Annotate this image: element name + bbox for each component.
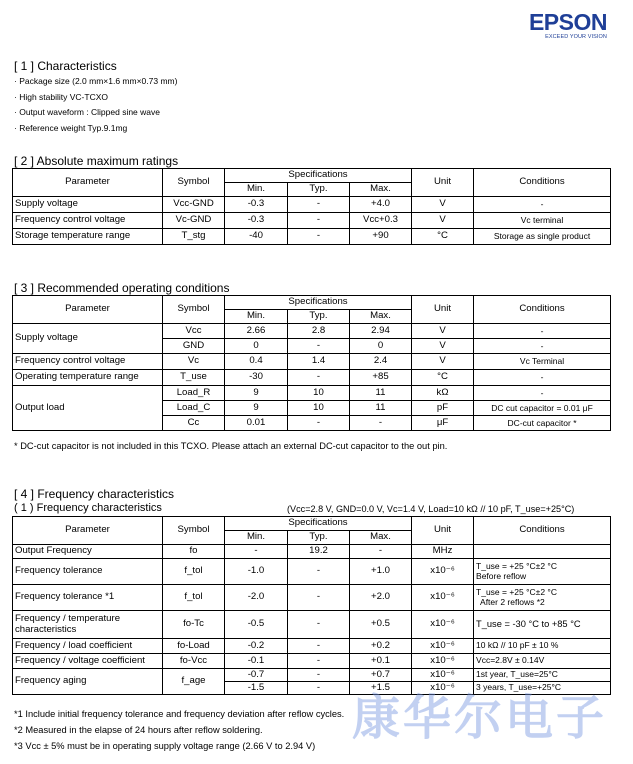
cell-param: Supply voltage xyxy=(13,324,163,354)
cell-typ: - xyxy=(288,669,350,682)
cell-param: Output Frequency xyxy=(13,545,163,559)
cell-symbol: Load_R xyxy=(163,386,225,401)
cell-symbol: f_tol xyxy=(163,559,225,585)
cell-cond xyxy=(474,639,611,654)
cell-unit: V xyxy=(412,339,474,354)
cell-cond xyxy=(474,585,611,611)
cell-typ: - xyxy=(288,197,350,213)
cell-param: Frequency control voltage xyxy=(13,213,163,229)
cell-param: Operating temperature range xyxy=(13,370,163,386)
cell-max: +2.0 xyxy=(350,585,412,611)
table-row xyxy=(13,354,611,370)
dc-cut-note: * DC-cut capacitor is not included in this TCXO. Please attach an external DC-cut capacitor to the out pin. xyxy=(14,441,448,451)
cell-typ: - xyxy=(288,654,350,669)
cell-min: -1.0 xyxy=(225,559,288,585)
table-row xyxy=(13,229,611,245)
bullet-item: · High stability VC-TCXO xyxy=(14,90,177,106)
table-row xyxy=(13,585,611,611)
cell-cond xyxy=(474,559,611,585)
cell-max: 0 xyxy=(350,339,412,354)
header-conditions: Conditions xyxy=(474,296,611,324)
cell-max: Vcc+0.3 xyxy=(350,213,412,229)
table-row xyxy=(13,654,611,669)
table-row xyxy=(13,611,611,639)
cell-symbol: Vcc xyxy=(163,324,225,339)
cell-max: +4.0 xyxy=(350,197,412,213)
cell-typ: - xyxy=(288,682,350,695)
cell-min: -30 xyxy=(225,370,288,386)
header-unit: Unit xyxy=(412,169,474,197)
header-min: Min. xyxy=(225,183,288,197)
header-symbol: Symbol xyxy=(163,517,225,545)
cell-symbol: f_age xyxy=(163,669,225,695)
frequency-characteristics-table xyxy=(12,516,611,695)
bullet-item: · Reference weight Typ.9.1mg xyxy=(14,121,177,137)
cell-max: +85 xyxy=(350,370,412,386)
cell-symbol: f_tol xyxy=(163,585,225,611)
cell-min: -1.5 xyxy=(225,682,288,695)
cell-min: -0.1 xyxy=(225,654,288,669)
cell-typ: 2.8 xyxy=(288,324,350,339)
header-max: Max. xyxy=(350,183,412,197)
cell-typ: 1.4 xyxy=(288,354,350,370)
header-parameter: Parameter xyxy=(13,517,163,545)
absolute-max-ratings-table xyxy=(12,168,611,245)
section-4-title: [ 4 ] Frequency characteristics xyxy=(14,487,175,501)
cell-unit: x10⁻⁶ xyxy=(412,611,474,639)
header-symbol: Symbol xyxy=(163,169,225,197)
cell-unit: kΩ xyxy=(412,386,474,401)
cell-min: -0.3 xyxy=(225,197,288,213)
characteristics-list xyxy=(14,74,177,136)
cell-symbol: Vc xyxy=(163,354,225,370)
cell-unit: x10⁻⁶ xyxy=(412,585,474,611)
table-row xyxy=(13,386,611,401)
cell-cond: - xyxy=(474,386,611,401)
cell-cond: - xyxy=(474,339,611,354)
cell-unit: x10⁻⁶ xyxy=(412,654,474,669)
logo-tagline: EXCEED YOUR VISION xyxy=(545,34,607,40)
section-2-title: [ 2 ] Absolute maximum ratings xyxy=(14,154,179,168)
table-row xyxy=(13,669,611,682)
cell-typ: 19.2 xyxy=(288,545,350,559)
cell-max: +0.7 xyxy=(350,669,412,682)
cell-min: - xyxy=(225,545,288,559)
cell-unit: x10⁻⁶ xyxy=(412,559,474,585)
cell-max: +90 xyxy=(350,229,412,245)
cell-typ: 10 xyxy=(288,401,350,416)
header-symbol: Symbol xyxy=(163,296,225,324)
cell-max: 2.94 xyxy=(350,324,412,339)
cell-symbol: GND xyxy=(163,339,225,354)
cell-cond: Storage as single product xyxy=(474,229,611,245)
cell-max: 2.4 xyxy=(350,354,412,370)
cell-min: 0.4 xyxy=(225,354,288,370)
cell-min: -0.3 xyxy=(225,213,288,229)
cell-param: Frequency / temperature characteristics xyxy=(13,611,163,639)
cell-min: 0 xyxy=(225,339,288,354)
cell-param: Frequency / voltage coefficient xyxy=(13,654,163,669)
cell-symbol: Load_C xyxy=(163,401,225,416)
table-row xyxy=(13,324,611,339)
cell-min: -0.5 xyxy=(225,611,288,639)
header-max: Max. xyxy=(350,531,412,545)
cell-unit: MHz xyxy=(412,545,474,559)
header-specifications: Specifications xyxy=(225,517,412,531)
cell-cond: - xyxy=(474,197,611,213)
watermark: 康华尔电子 xyxy=(352,690,608,746)
cell-cond xyxy=(474,545,611,559)
cell-symbol: Vcc-GND xyxy=(163,197,225,213)
cell-cond: Vc terminal xyxy=(474,213,611,229)
header-specifications: Specifications xyxy=(225,169,412,183)
cell-max: +0.5 xyxy=(350,611,412,639)
cell-cond: - xyxy=(474,324,611,339)
cell-unit: V xyxy=(412,213,474,229)
cell-typ: - xyxy=(288,370,350,386)
header-max: Max. xyxy=(350,310,412,324)
cell-max: +1.5 xyxy=(350,682,412,695)
logo-brand: EPSON xyxy=(528,9,607,35)
header-specifications: Specifications xyxy=(225,296,412,310)
cell-max: +0.1 xyxy=(350,654,412,669)
table-row xyxy=(13,197,611,213)
epson-logo xyxy=(529,10,607,41)
cell-cond: - xyxy=(474,370,611,386)
header-unit: Unit xyxy=(412,296,474,324)
cell-min: -40 xyxy=(225,229,288,245)
cell-param: Supply voltage xyxy=(13,197,163,213)
header-parameter: Parameter xyxy=(13,296,163,324)
cell-cond: Vc Terminal xyxy=(474,354,611,370)
header-conditions: Conditions xyxy=(474,517,611,545)
cell-typ: - xyxy=(288,416,350,431)
cell-min: 0.01 xyxy=(225,416,288,431)
recommended-conditions-table xyxy=(12,295,611,431)
table-row xyxy=(13,213,611,229)
cell-max: 11 xyxy=(350,401,412,416)
table-row xyxy=(13,370,611,386)
cell-param: Frequency aging xyxy=(13,669,163,695)
cell-cond: 1st year, T_use=25°C xyxy=(474,669,611,682)
header-min: Min. xyxy=(225,310,288,324)
cell-max: +0.2 xyxy=(350,639,412,654)
cell-unit: V xyxy=(412,197,474,213)
footnote-1: *1 Include initial frequency tolerance and frequency deviation after reflow cycles. xyxy=(14,709,345,719)
cell-unit: pF xyxy=(412,401,474,416)
cell-cond xyxy=(474,654,611,669)
bullet-item: · Output waveform : Clipped sine wave xyxy=(14,105,177,121)
cell-typ: - xyxy=(288,229,350,245)
cell-typ: - xyxy=(288,585,350,611)
cell-min: 2.66 xyxy=(225,324,288,339)
cell-min: 9 xyxy=(225,386,288,401)
cell-param: Frequency control voltage xyxy=(13,354,163,370)
table-row xyxy=(13,545,611,559)
cell-symbol: fo-Load xyxy=(163,639,225,654)
cond-line-2: Before reflow xyxy=(476,570,527,581)
cell-unit: V xyxy=(412,324,474,339)
table-row xyxy=(13,559,611,585)
cell-symbol: T_stg xyxy=(163,229,225,245)
cond-line-1: 10 kΩ // 10 pF ± 10 % xyxy=(476,640,559,651)
cell-unit: °C xyxy=(412,229,474,245)
footnote-3: *3 Vcc ± 5% must be in operating supply voltage range (2.66 V to 2.94 V) xyxy=(14,741,316,751)
header-parameter: Parameter xyxy=(13,169,163,197)
cell-param: Frequency / load coefficient xyxy=(13,639,163,654)
cell-cond: DC-cut capacitor * xyxy=(474,416,611,431)
cell-min: 9 xyxy=(225,401,288,416)
bullet-item: · Package size (2.0 mm×1.6 mm×0.73 mm) xyxy=(14,74,177,90)
section-1-title: [ 1 ] Characteristics xyxy=(14,59,117,73)
cell-max: +1.0 xyxy=(350,559,412,585)
section-3-title: [ 3 ] Recommended operating conditions xyxy=(14,281,230,295)
header-unit: Unit xyxy=(412,517,474,545)
cell-cond: DC cut capacitor = 0.01 μF xyxy=(474,401,611,416)
cell-symbol: T_use xyxy=(163,370,225,386)
header-typ: Typ. xyxy=(288,531,350,545)
cond-line-1: T_use = +25 °C±2 °C xyxy=(476,587,557,598)
cond-line-2: After 2 reflows *2 xyxy=(480,596,545,607)
header-conditions: Conditions xyxy=(474,169,611,197)
cell-max: - xyxy=(350,545,412,559)
header-typ: Typ. xyxy=(288,183,350,197)
cell-param: Frequency tolerance *1 xyxy=(13,585,163,611)
header-min: Min. xyxy=(225,531,288,545)
cell-min: -0.7 xyxy=(225,669,288,682)
measurement-conditions: (Vcc=2.8 V, GND=0.0 V, Vc=1.4 V, Load=10 kΩ // 10 pF, T_use=+25°C) xyxy=(287,504,575,514)
cell-param: Storage temperature range xyxy=(13,229,163,245)
cell-param: Frequency tolerance xyxy=(13,559,163,585)
footnote-2: *2 Measured in the elapse of 24 hours after reflow soldering. xyxy=(14,725,263,735)
header-typ: Typ. xyxy=(288,310,350,324)
cell-unit: V xyxy=(412,354,474,370)
cell-symbol: Cc xyxy=(163,416,225,431)
cell-unit: x10⁻⁶ xyxy=(412,682,474,695)
cell-unit: μF xyxy=(412,416,474,431)
cell-symbol: fo-Tc xyxy=(163,611,225,639)
cell-symbol: fo xyxy=(163,545,225,559)
cell-cond: 3 years, T_use=+25°C xyxy=(474,682,611,695)
cell-symbol: Vc-GND xyxy=(163,213,225,229)
cell-typ: - xyxy=(288,639,350,654)
cell-typ: - xyxy=(288,559,350,585)
section-4-subtitle: ( 1 ) Frequency characteristics xyxy=(14,502,162,514)
cell-max: 11 xyxy=(350,386,412,401)
cell-typ: - xyxy=(288,213,350,229)
cell-unit: x10⁻⁶ xyxy=(412,639,474,654)
cell-min: -0.2 xyxy=(225,639,288,654)
cell-typ: 10 xyxy=(288,386,350,401)
cell-unit: °C xyxy=(412,370,474,386)
cell-symbol: fo-Vcc xyxy=(163,654,225,669)
cell-unit: x10⁻⁶ xyxy=(412,669,474,682)
table-row xyxy=(13,639,611,654)
cell-cond xyxy=(474,611,611,639)
cell-max: - xyxy=(350,416,412,431)
cell-min: -2.0 xyxy=(225,585,288,611)
cell-param: Output load xyxy=(13,386,163,431)
cond-line-1: T_use = +25 °C±2 °C xyxy=(476,561,557,572)
cell-typ: - xyxy=(288,611,350,639)
cell-typ: - xyxy=(288,339,350,354)
cond-line-1: Vcc=2.8V ± 0.14V xyxy=(476,655,545,666)
cond-line-1: T_use = -30 °C to +85 °C xyxy=(476,619,581,630)
